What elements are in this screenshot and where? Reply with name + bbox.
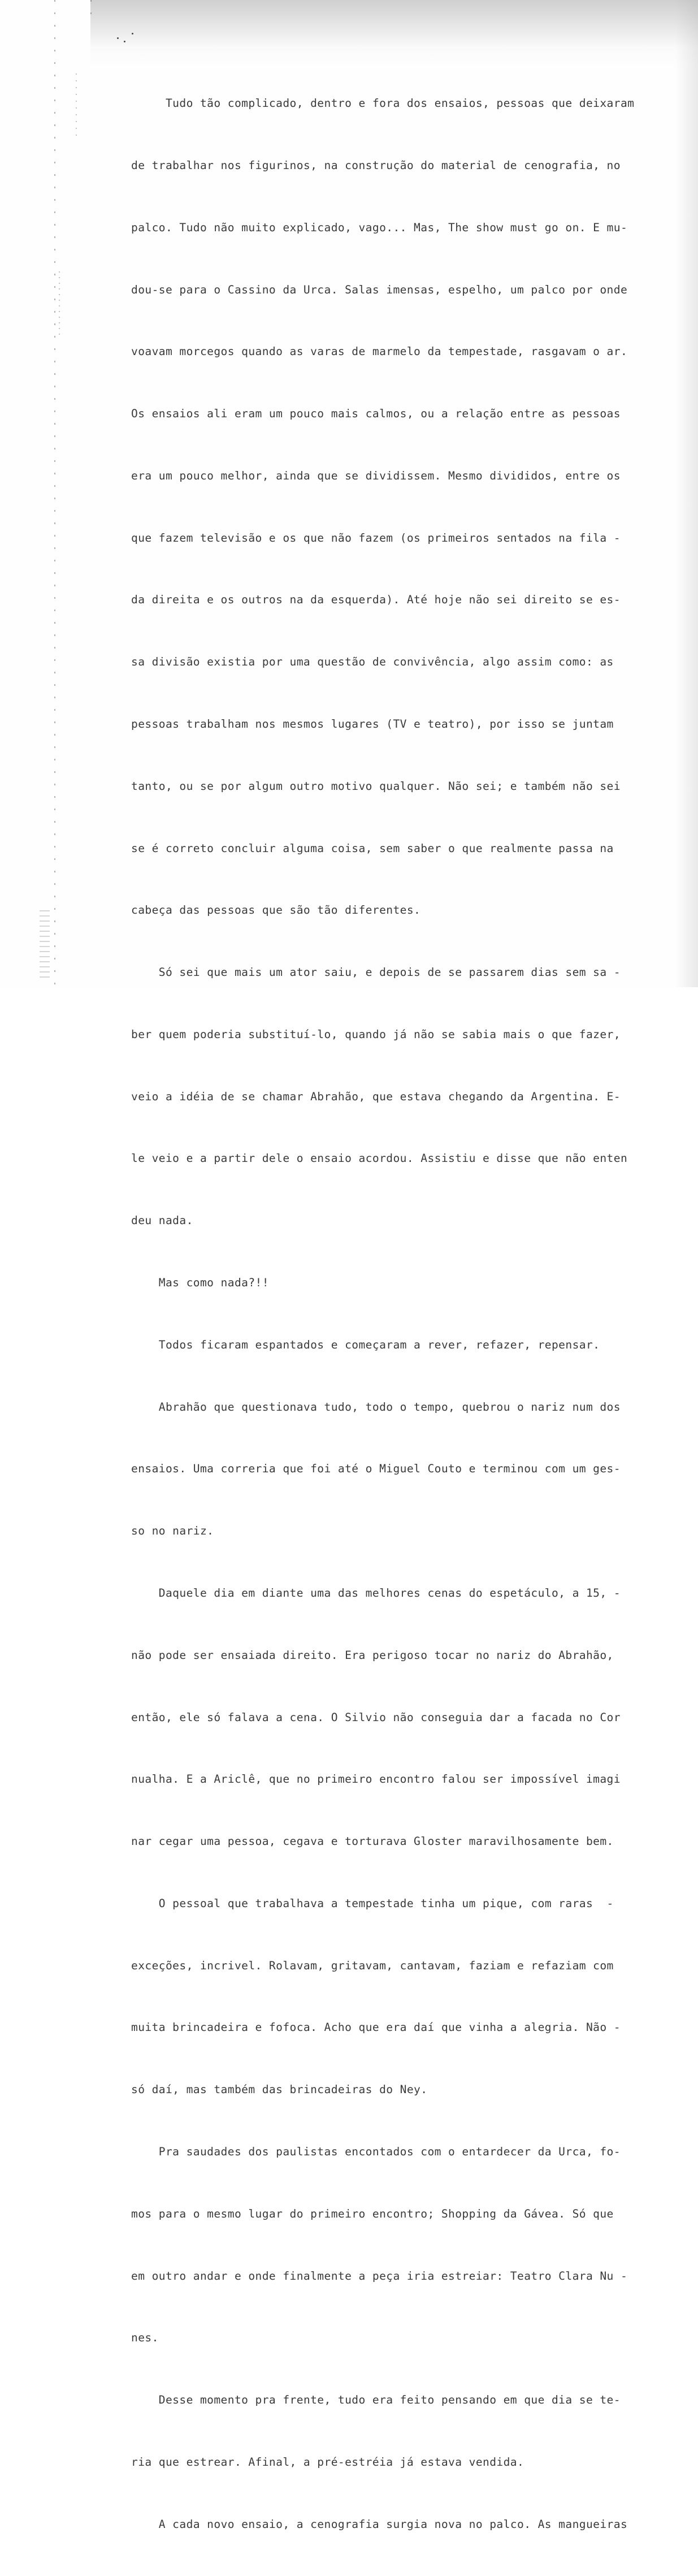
binding-hole-marks (54, 0, 55, 987)
margin-marks-top (90, 0, 92, 23)
typewritten-text (131, 52, 691, 2576)
text-line: tanto, ou se por algum outro motivo qualquer. Não sei; e também não sei (131, 779, 621, 793)
text-line: exceções, incrivel. Rolavam, gritavam, cantavam, faziam e refaziam com (131, 1959, 614, 1972)
text-line: Os ensaios ali eram um pouco mais calmos, ou a relação entre as pessoas (131, 407, 621, 421)
text-line: Mas como nada?!! (131, 1276, 269, 1290)
text-line: que fazem televisão e os que não fazem (os primeiros sentados na fila - (131, 531, 621, 544)
text-line: ensaios. Uma correria que foi até o Miguel Couto e terminou com um ges- (131, 1462, 621, 1476)
text-line: voavam morcegos quando as varas de marmelo da tempestade, rasgavam o ar. (131, 345, 628, 358)
text-line: nar cegar uma pessoa, cegava e torturava Gloster maravilhosamente bem. (131, 1835, 614, 1848)
text-line: veio a idéia de se chamar Abrahão, que estava chegando da Argentina. E- (131, 1090, 621, 1103)
text-line: Todos ficaram espantados e começaram a rever, refazer, repensar. (131, 1338, 600, 1351)
text-line: le veio e a partir dele o ensaio acordou. Assistiu e disse que não enten (131, 1152, 628, 1165)
text-line: Pra saudades dos paulistas encontados com o entardecer da Urca, fo- (131, 2145, 621, 2158)
text-line: sa divisão existia por uma questão de convivência, algo assim como: as (131, 655, 614, 669)
text-line: Só sei que mais um ator saiu, e depois de se passarem dias sem sa - (131, 966, 621, 979)
text-line: Tudo tão complicado, dentro e fora dos ensaios, pessoas que deixaram (131, 97, 635, 110)
text-line: só daí, mas também das brincadeiras do Ney. (131, 2083, 428, 2097)
margin-marks-bottom (40, 910, 50, 978)
text-line: Desse momento pra frente, tudo era feito pensando em que dia se te- (131, 2393, 621, 2407)
text-line: O pessoal que trabalhava a tempestade tinha um pique, com raras - (131, 1896, 614, 1910)
text-line: de trabalhar nos figurinos, na construção do material de cenografia, no (131, 158, 621, 172)
text-line: dou-se para o Cassino da Urca. Salas imensas, espelho, um palco por onde (131, 283, 628, 296)
text-line: so no nariz. (131, 1524, 214, 1538)
text-line: era um pouco melhor, ainda que se dividissem. Mesmo divididos, entre os (131, 469, 621, 482)
text-line: em outro andar e onde finalmente a peça iria estreiar: Teatro Clara Nu - (131, 2269, 628, 2283)
text-line: A cada novo ensaio, a cenografia surgia nova no palco. As mangueiras (131, 2517, 628, 2531)
text-line: pessoas trabalham nos mesmos lugares (TV e teatro), por isso se juntam (131, 718, 614, 731)
text-line: nes. (131, 2331, 159, 2345)
text-line: Abrahão que questionava tudo, todo o tempo, quebrou o nariz num dos (131, 1400, 621, 1414)
text-line: se é correto concluir alguma coisa, sem saber o que realmente passa na (131, 841, 614, 855)
text-line: nualha. E a Ariclê, que no primeiro encontro falou ser impossível imagi (131, 1773, 621, 1786)
ink-specks (116, 33, 138, 50)
text-line: ria que estrear. Afinal, a pré-estréia já estava vendida. (131, 2455, 524, 2469)
text-line: mos para o mesmo lugar do primeiro encontro; Shopping da Gávea. Só que (131, 2207, 614, 2220)
text-line: não pode ser ensaiada direito. Era perigoso tocar no nariz do Abrahão, (131, 1648, 614, 1662)
text-line: então, ele só falava a cena. O Silvio não conseguia dar a facada no Cor (131, 1710, 621, 1724)
text-line: muita brincadeira e fofoca. Acho que era daí que vinha a alegria. Não - (131, 2021, 621, 2034)
margin-marks-upper (76, 74, 77, 141)
text-line: ber quem poderia substituí-lo, quando já não se sabia mais o que fazer, (131, 1027, 621, 1041)
text-line: deu nada. (131, 1214, 193, 1228)
margin-marks-middle (59, 271, 60, 339)
text-line: da direita e os outros na da esquerda). Até hoje não sei direito se es- (131, 593, 621, 607)
text-line: Daquele dia em diante uma das melhores cenas do espetáculo, a 15, - (131, 1586, 621, 1600)
text-line: cabeça das pessoas que são tão diferentes. (131, 904, 421, 917)
text-line: palco. Tudo não muito explicado, vago... Mas, The show must go on. E mu- (131, 221, 628, 234)
